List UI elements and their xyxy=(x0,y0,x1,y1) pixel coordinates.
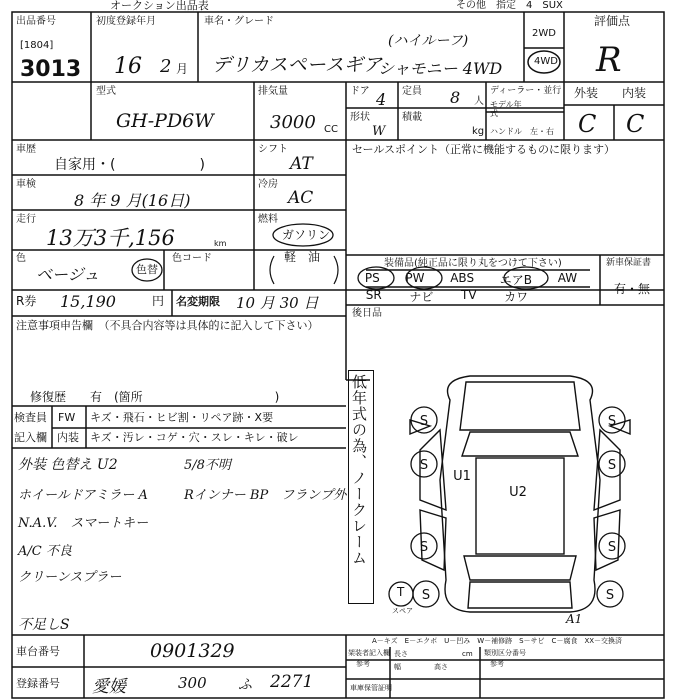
color-change-circle xyxy=(130,257,164,283)
label-height: 高さ xyxy=(434,663,448,671)
recycle-value: 15,190 xyxy=(60,292,116,311)
drive-4wd-circle xyxy=(526,49,562,75)
rating: R xyxy=(596,40,622,80)
car-grade-note: (ハイルーフ) xyxy=(388,33,469,49)
warranty-value: 有・無 xyxy=(614,282,651,296)
mark-s-6: S xyxy=(607,540,617,555)
color: ベージュ xyxy=(36,265,100,284)
equip-tv: TV xyxy=(461,288,477,302)
registration-number: 2271 xyxy=(270,672,314,692)
label-recycle: R券 xyxy=(16,294,37,308)
equip-leather: カワ xyxy=(504,290,529,304)
label-load: 積載 xyxy=(402,112,422,123)
label-equipment: 装備品(純正品に限り丸をつけて下さい) xyxy=(384,258,562,269)
label-width: 幅 xyxy=(394,663,401,671)
mark-s-2: S xyxy=(607,414,617,429)
lot-sub-code: [1804] xyxy=(20,40,54,51)
label-displacement: 排気量 xyxy=(258,86,288,97)
mark-s-4: S xyxy=(607,458,617,473)
label-color-code: 色コード xyxy=(172,253,212,264)
fuel-gasoline: ガソリン xyxy=(282,228,331,242)
label-repair-history: 修復歴 有 (箇所 ) xyxy=(30,390,280,404)
label-ac: 冷房 xyxy=(258,179,278,190)
fuel-diesel: 軽 油 xyxy=(284,250,321,264)
label-interior: 内装 xyxy=(622,86,647,100)
car-name: デリカスペースギア xyxy=(212,54,382,76)
label-inspection: 車検 xyxy=(16,179,36,190)
note-line-3: ホイールドアミラー A xyxy=(18,488,148,503)
label-length: 長さ xyxy=(394,650,408,658)
spare-t: T xyxy=(397,585,405,599)
note-line-5: N.A.V. スマートキー xyxy=(18,516,149,531)
color-change: 色替 xyxy=(136,263,158,276)
inspection-date: 8 年 9 月(16日) xyxy=(74,191,191,210)
equip-aw: AW xyxy=(557,271,578,285)
registration-month-unit: 月 xyxy=(176,62,189,76)
label-registration: 登録番号 xyxy=(16,677,60,690)
label-fw: FW xyxy=(58,411,76,424)
label-category: 類別区分番号 xyxy=(484,649,526,657)
warning-text: 低年式の為、ノークレーム xyxy=(350,374,368,566)
label-rating: 評価点 xyxy=(594,14,631,28)
label-exterior: 外装 xyxy=(574,86,599,100)
displacement: 3000 xyxy=(270,112,316,133)
label-lot-number: 出品番号 xyxy=(16,16,56,27)
chassis-number: 0901329 xyxy=(150,640,235,662)
note-line-2: 5/8不明 xyxy=(184,458,231,473)
shift: AT xyxy=(290,154,313,174)
label-warranty: 新車保証書 xyxy=(606,258,652,268)
registration-area: 愛媛 xyxy=(92,677,126,697)
label-color: 色 xyxy=(16,253,26,264)
capacity: 8 xyxy=(450,88,461,107)
registration-class: 300 xyxy=(178,674,207,692)
label-shape: 形状 xyxy=(350,112,370,123)
note-line-7: クリーンスプラー xyxy=(18,570,122,585)
label-dealer: ディーラー・並行 xyxy=(490,86,562,96)
equip-sr: SR xyxy=(365,288,382,302)
mileage: 13万3千,156 xyxy=(46,226,175,250)
label-after-date: 後日品 xyxy=(352,308,382,319)
label-usage: 車歴 xyxy=(16,144,36,155)
legend-interior: キズ・汚レ・コゲ・穴・スレ・キレ・破レ xyxy=(90,431,299,444)
registration-month: 2 xyxy=(160,56,172,77)
registration-kana: ふ xyxy=(238,677,252,693)
label-chassis: 車台番号 xyxy=(16,645,60,658)
load-unit: kg xyxy=(472,126,485,137)
equipment-circles xyxy=(356,264,566,290)
label-fuel: 燃料 xyxy=(258,214,278,225)
lot-number: 3013 xyxy=(20,57,82,82)
spare-label: スペア xyxy=(392,607,413,615)
capacity-unit: 人 xyxy=(474,96,484,107)
equip-pw: PW xyxy=(405,271,425,285)
label-model-year: モデル年式 xyxy=(490,100,522,118)
label-doors: ドア xyxy=(350,86,370,97)
mark-s-8: S xyxy=(605,588,615,603)
equip-abs: ABS xyxy=(450,271,475,285)
label-ref-2: 参考 xyxy=(490,660,504,668)
car-diagram xyxy=(380,360,664,630)
note-line-4: Rインナー BP フランプ外 xyxy=(184,488,347,503)
label-tax: 名変期限 xyxy=(176,295,220,308)
misc-handwritten: 不足しS xyxy=(18,617,70,633)
label-capacity: 定員 xyxy=(402,86,422,97)
label-shift: シフト xyxy=(258,144,288,155)
label-car-name-grade: 車名・グレード xyxy=(204,16,274,27)
label-model: 型式 xyxy=(96,86,116,97)
label-ref-1: 参考 xyxy=(356,660,370,668)
label-notes: 注意事項申告欄 （不具合内容等は具体的に記入して下さい） xyxy=(16,319,319,332)
label-garage: 車庫保管証明 xyxy=(350,684,392,692)
label-cm: cm xyxy=(462,650,473,658)
fuel-gasoline-circle xyxy=(270,222,336,248)
note-line-1: 外装 色替え U2 xyxy=(18,457,118,473)
interior-grade: C xyxy=(626,110,645,138)
shape: W xyxy=(372,124,386,139)
fuel-bracket xyxy=(264,250,344,286)
mark-u1: U1 xyxy=(453,469,471,484)
mileage-unit: km xyxy=(214,239,227,248)
car-grade: シャモニー 4WD xyxy=(378,59,503,78)
registration-year: 16 xyxy=(114,54,142,79)
displacement-unit: CC xyxy=(324,124,338,135)
model-code: GH-PD6W xyxy=(116,110,214,132)
drive-2wd: 2WD xyxy=(532,28,556,39)
equip-airbag: エアB xyxy=(499,273,533,287)
equip-ps: PS xyxy=(364,271,380,285)
mark-s-5: S xyxy=(419,540,429,555)
mark-s-1: S xyxy=(419,414,429,429)
top-header-right: その他 指定 4 SUX xyxy=(456,0,563,11)
mark-a1: A1 xyxy=(566,612,583,626)
tax-value: 10 月 30 日 xyxy=(236,294,319,312)
equipment-row-2 xyxy=(352,288,542,305)
label-entry: 記入欄 xyxy=(14,431,47,444)
recycle-unit: 円 xyxy=(152,294,165,308)
label-first-registration: 初度登録年月 xyxy=(96,16,156,27)
label-inspector: 検査員 xyxy=(14,411,47,424)
doors: 4 xyxy=(376,90,387,109)
top-header-left: オークション出品表 xyxy=(110,0,209,12)
usage: 自家用・( ) xyxy=(54,157,205,173)
ac: AC xyxy=(288,188,314,208)
note-line-6: A/C 不良 xyxy=(18,544,72,559)
damage-legend: A－キズ E－エクボ U－凹み W－補修跡 S－サビ C－腐食 XX－交換済 xyxy=(372,637,623,645)
drive-4wd: 4WD xyxy=(534,56,558,67)
exterior-grade: C xyxy=(578,110,597,138)
label-mileage: 走行 xyxy=(16,214,36,225)
legend-exterior: キズ・飛石・ヒビ割・リペア跡・X要 xyxy=(90,411,274,424)
label-handle: ハンドル 左・右 xyxy=(490,127,554,136)
mark-u2: U2 xyxy=(509,485,527,500)
mark-s-3: S xyxy=(419,458,429,473)
label-fixed: 架装者記入欄 xyxy=(348,649,390,657)
label-sales-point: セールスポイント（正常に機能するものに限ります） xyxy=(352,143,616,156)
mark-s-7: S xyxy=(421,588,431,603)
label-int: 内装 xyxy=(57,431,79,444)
equip-navi: ナビ xyxy=(409,290,434,304)
